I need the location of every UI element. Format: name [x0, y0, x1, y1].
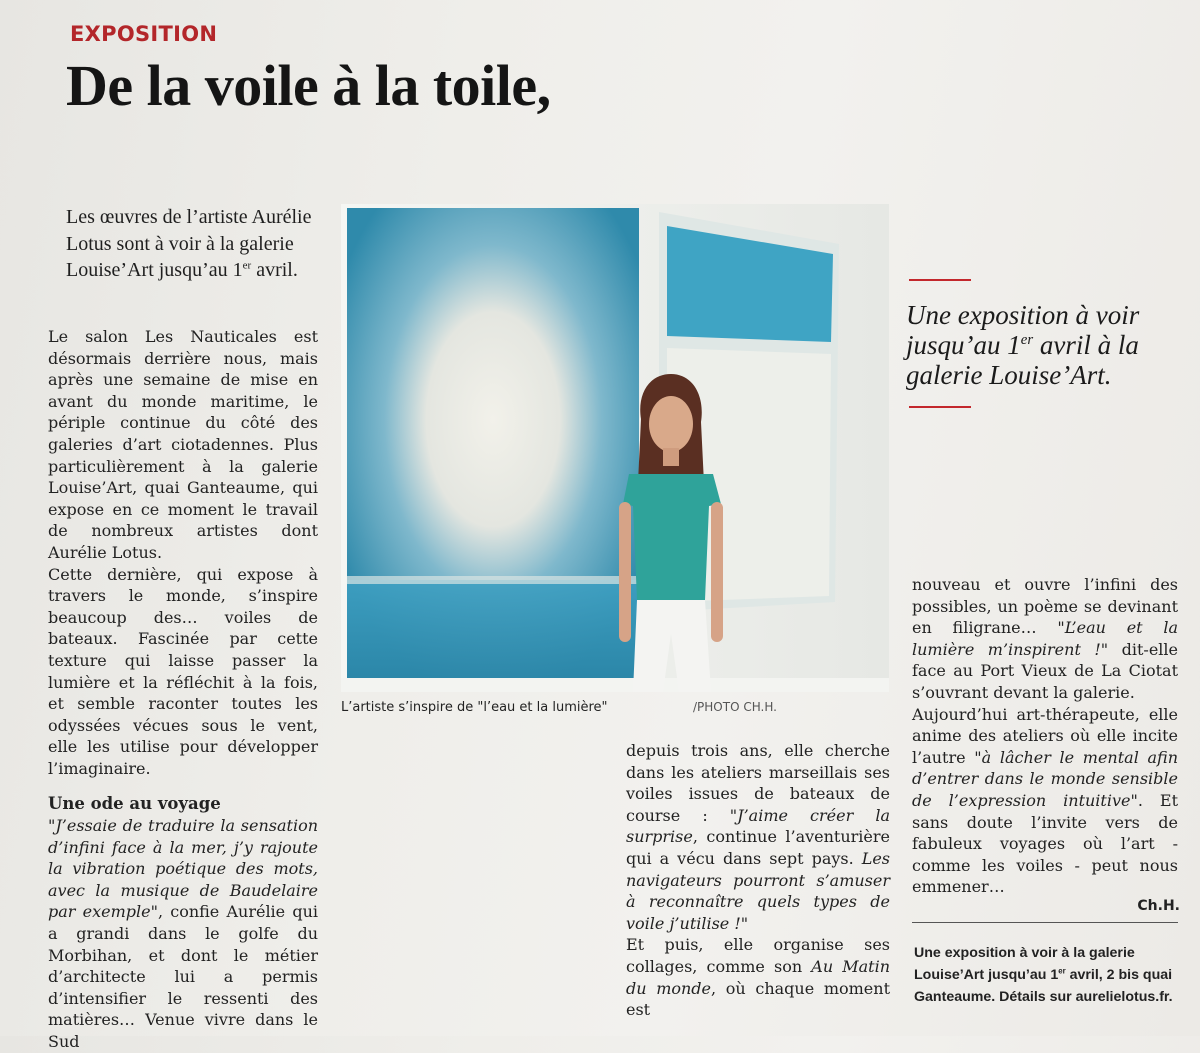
paragraph-1: Le salon Les Nauticales est désormais derrière nous, mais après une semaine de mise en avant du monde maritime, le périple continue du côté des galeries d’art ciotadennes. Plus particulièrement à la galerie Louise’Art, quai Ganteaume, qui expose en ce moment le travail de nombreux artistes dont Aurélie Lotus. — [48, 327, 318, 562]
author-signature: Ch.H. — [1137, 898, 1180, 914]
info-box — [914, 942, 1180, 1008]
col2-quote-a: J’aime créer la surprise — [626, 805, 890, 847]
pullquote-text-end: avril à la galerie Louise’Art. — [906, 330, 1139, 390]
col2-text-d: Et puis, elle organise ses collages, comme son — [626, 935, 890, 976]
photo-credit: /PHOTO CH.H. — [693, 700, 777, 714]
col2-quote-b: Les navigateurs pourront s’amuser à reconnaître quels types de voile j’utilise ! — [626, 848, 890, 933]
lead-paragraph — [66, 204, 326, 284]
lead-text-end: avril. — [251, 259, 298, 281]
subheading: Une ode au voyage — [48, 794, 221, 814]
col3-text-c: Aujourd’hui art-thérapeute, elle anime des ateliers où elle incite l’autre " — [912, 704, 1178, 767]
column-3-paragraph-1 — [912, 574, 1178, 704]
col3-quote-a: L’eau et la lumière m’inspirent ! — [912, 618, 1178, 659]
lead-superscript: er — [242, 259, 252, 272]
lead-text: Les œuvres de l’artiste Aurélie Lotus sont à voir à la galerie Louise’Art jusqu’au 1 — [66, 206, 312, 281]
artwork-title: Au Matin du monde — [626, 956, 891, 998]
headline: De la voile à la toile, — [66, 53, 551, 118]
col2-text-e: , où chaque moment est — [626, 978, 891, 1020]
pullquote-top-rule — [909, 279, 971, 281]
article-column-1 — [48, 326, 318, 1053]
paragraph-3-text: , confie Aurélie qui a grandi dans le golfe du Morbihan, et dont le métier d’architecte lui a permis d’intensifier le ressenti des matières… Venue vivre dans le Sud — [48, 902, 318, 1051]
column-2-paragraph-1 — [626, 740, 890, 934]
paragraph-2: Cette dernière, qui expose à travers le monde, s’inspire beaucoup des… voiles de bateaux. Fascinée par cette texture qui laisse passer la lumière et la réfléchit à la fois, et semble raconter toutes les odyssées vécues sous le vent, elle les utilise pour développer l’imaginaire. — [48, 564, 318, 778]
article-column-3 — [912, 574, 1178, 898]
col3-text-d: ". Et sans doute l’invite vers de fabuleux voyages où l’art - comme les voiles - peut nous emmener… — [912, 790, 1178, 897]
article-photo — [341, 204, 889, 692]
col3-text-a: nouveau et ouvre l’infini des possibles, un poème se devinant en filigrane… " — [912, 575, 1178, 638]
photo-caption — [341, 700, 889, 715]
caption-text: L’artiste s’inspire de "l’eau et la lumière" — [341, 700, 608, 715]
pullquote-bottom-rule — [909, 406, 971, 408]
col2-text-b: , continue l’aventurière qui a vécu dans sept pays. — [626, 827, 890, 868]
artist-photo-illustration — [341, 204, 889, 692]
column-3-paragraph-2 — [912, 704, 1178, 898]
info-superscript: er — [1058, 966, 1066, 976]
section-kicker: EXPOSITION — [70, 22, 218, 46]
artist-quote: "J’essaie de traduire la sensation d’infini face à la mer, j’y rajoute la vibration poétique des mots, avec la musique de Baudelaire par exemple" — [48, 816, 318, 922]
column-2-paragraph-2 — [626, 934, 890, 1020]
col2-text-a: depuis trois ans, elle cherche dans les ateliers marseillais ses voiles issues de bateaux de course : " — [626, 741, 890, 825]
col3-text-b: " dit-elle face au Port Vieux de La Ciotat s’ouvrant devant la galerie. — [912, 639, 1179, 702]
col3-quote-c: à lâcher le mental afin d’entrer dans le monde sensible de l’expression intuitive — [912, 747, 1178, 810]
info-separator — [912, 922, 1178, 923]
paragraph-3 — [48, 815, 318, 1053]
info-text-end: avril, 2 bis quai Ganteaume. Détails sur aurelielotus.fr. — [914, 967, 1173, 1005]
pullquote-text: Une exposition à voir jusqu’au 1 — [906, 300, 1140, 360]
pullquote-superscript: er — [1020, 332, 1034, 348]
info-text: Une exposition à voir à la galerie Louise’Art jusqu’au 1 — [914, 945, 1135, 983]
pullquote — [906, 300, 1176, 390]
col2-text-c: " — [740, 913, 749, 933]
article-column-2 — [626, 740, 890, 1021]
